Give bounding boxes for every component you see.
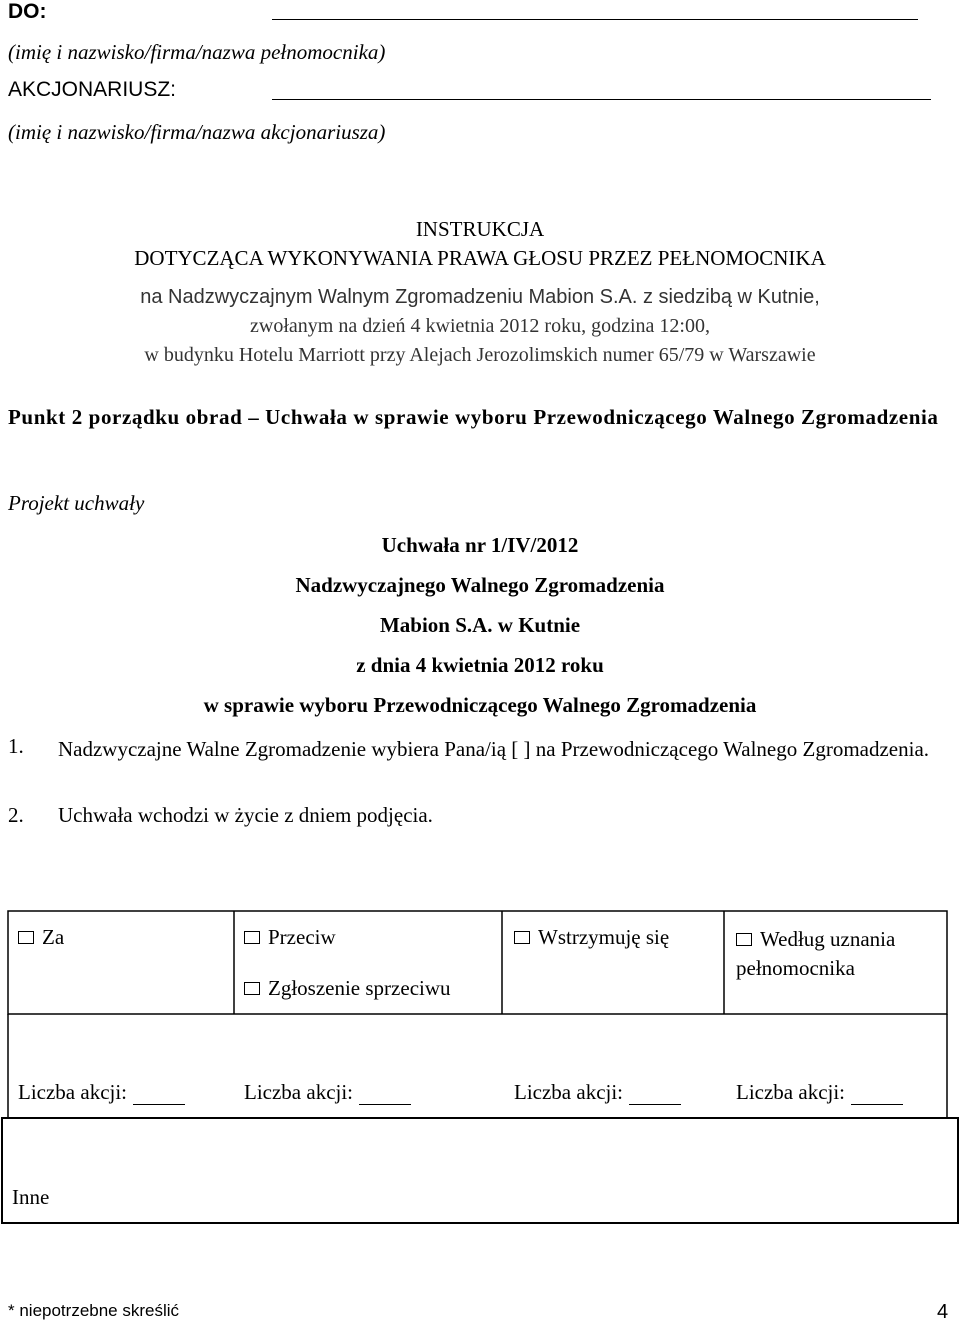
shares-input-line[interactable] bbox=[359, 1086, 411, 1105]
vote-discretion-option[interactable] bbox=[736, 925, 940, 983]
footnote: * niepotrzebne skreślić bbox=[8, 1301, 180, 1320]
shareholder-label: AKCJONARIUSZ: bbox=[8, 78, 177, 101]
checkbox-icon[interactable] bbox=[18, 931, 34, 944]
instruction-title: INSTRUKCJA bbox=[415, 217, 545, 241]
item-2-number: 2. bbox=[8, 803, 24, 827]
checkbox-icon[interactable] bbox=[244, 931, 260, 944]
checkbox-icon[interactable] bbox=[244, 982, 260, 995]
page-number: 4 bbox=[937, 1301, 949, 1323]
shares-count-against[interactable] bbox=[244, 1080, 411, 1105]
shares-input-line[interactable] bbox=[133, 1086, 185, 1105]
objection-option[interactable] bbox=[244, 976, 451, 1001]
checkbox-icon[interactable] bbox=[736, 933, 752, 946]
resolution-title-3: Mabion S.A. w Kutnie bbox=[379, 613, 581, 637]
shares-label: Liczba akcji: bbox=[514, 1080, 624, 1104]
vote-against-label: Przeciw bbox=[268, 925, 336, 949]
shares-input-line[interactable] bbox=[629, 1086, 681, 1105]
shares-count-abstain[interactable] bbox=[514, 1080, 681, 1105]
shares-label: Liczba akcji: bbox=[244, 1080, 354, 1104]
to-hint: (imię i nazwisko/firma/nazwa pełnomocnika) bbox=[8, 40, 386, 64]
resolution-title-2: Nadzwyczajnego Walnego Zgromadzenia bbox=[295, 573, 665, 597]
vote-abstain-label: Wstrzymuję się bbox=[538, 925, 670, 949]
item-1-text: Nadzwyczajne Walne Zgromadzenie wybiera Pana/ią [ ] na Przewodniczącego Walnego Zgromadzenia. bbox=[58, 737, 930, 761]
meeting-line-1: na Nadzwyczajnym Walnym Zgromadzeniu Mabion S.A. z siedzibą w Kutnie, bbox=[140, 286, 820, 308]
checkbox-icon[interactable] bbox=[514, 931, 530, 944]
item-1-number: 1. bbox=[8, 734, 24, 758]
vote-for-option[interactable] bbox=[18, 925, 64, 950]
to-input-line[interactable] bbox=[272, 19, 918, 20]
shareholder-input-line[interactable] bbox=[272, 99, 931, 100]
to-label: DO: bbox=[8, 0, 47, 23]
shares-count-discretion[interactable] bbox=[736, 1080, 903, 1105]
vote-abstain-option[interactable] bbox=[514, 925, 669, 950]
meeting-line-2: zwołanym na dzień 4 kwietnia 2012 roku, godzina 12:00, bbox=[250, 315, 710, 337]
vote-for-label: Za bbox=[42, 925, 65, 949]
shareholder-hint: (imię i nazwisko/firma/nazwa akcjonariusza) bbox=[8, 120, 386, 144]
vote-discretion-label: Według uznania pełnomocnika bbox=[736, 927, 896, 980]
instruction-subtitle: DOTYCZĄCA WYKONYWANIA PRAWA GŁOSU PRZEZ PEŁNOMOCNIKA bbox=[134, 246, 826, 270]
objection-label: Zgłoszenie sprzeciwu bbox=[268, 976, 451, 1000]
resolution-title-4: z dnia 4 kwietnia 2012 roku bbox=[356, 653, 604, 677]
draft-label: Projekt uchwały bbox=[8, 491, 145, 515]
resolution-title-5: w sprawie wyboru Przewodniczącego Walnego Zgromadzenia bbox=[203, 693, 757, 717]
item-2-text: Uchwała wchodzi w życie z dniem podjęcia. bbox=[58, 803, 433, 827]
vote-against-option[interactable] bbox=[244, 925, 336, 950]
shares-count-for[interactable] bbox=[18, 1080, 185, 1105]
shares-input-line[interactable] bbox=[851, 1086, 903, 1105]
resolution-title-1: Uchwała nr 1/IV/2012 bbox=[381, 533, 579, 557]
meeting-line-3: w budynku Hotelu Marriott przy Alejach Jerozolimskich numer 65/79 w Warszawie bbox=[144, 344, 816, 366]
other-label: Inne bbox=[12, 1185, 50, 1209]
shares-label: Liczba akcji: bbox=[736, 1080, 846, 1104]
agenda-point: Punkt 2 porządku obrad – Uchwała w sprawie wyboru Przewodniczącego Walnego Zgromadzenia bbox=[8, 405, 939, 429]
shares-label: Liczba akcji: bbox=[18, 1080, 128, 1104]
